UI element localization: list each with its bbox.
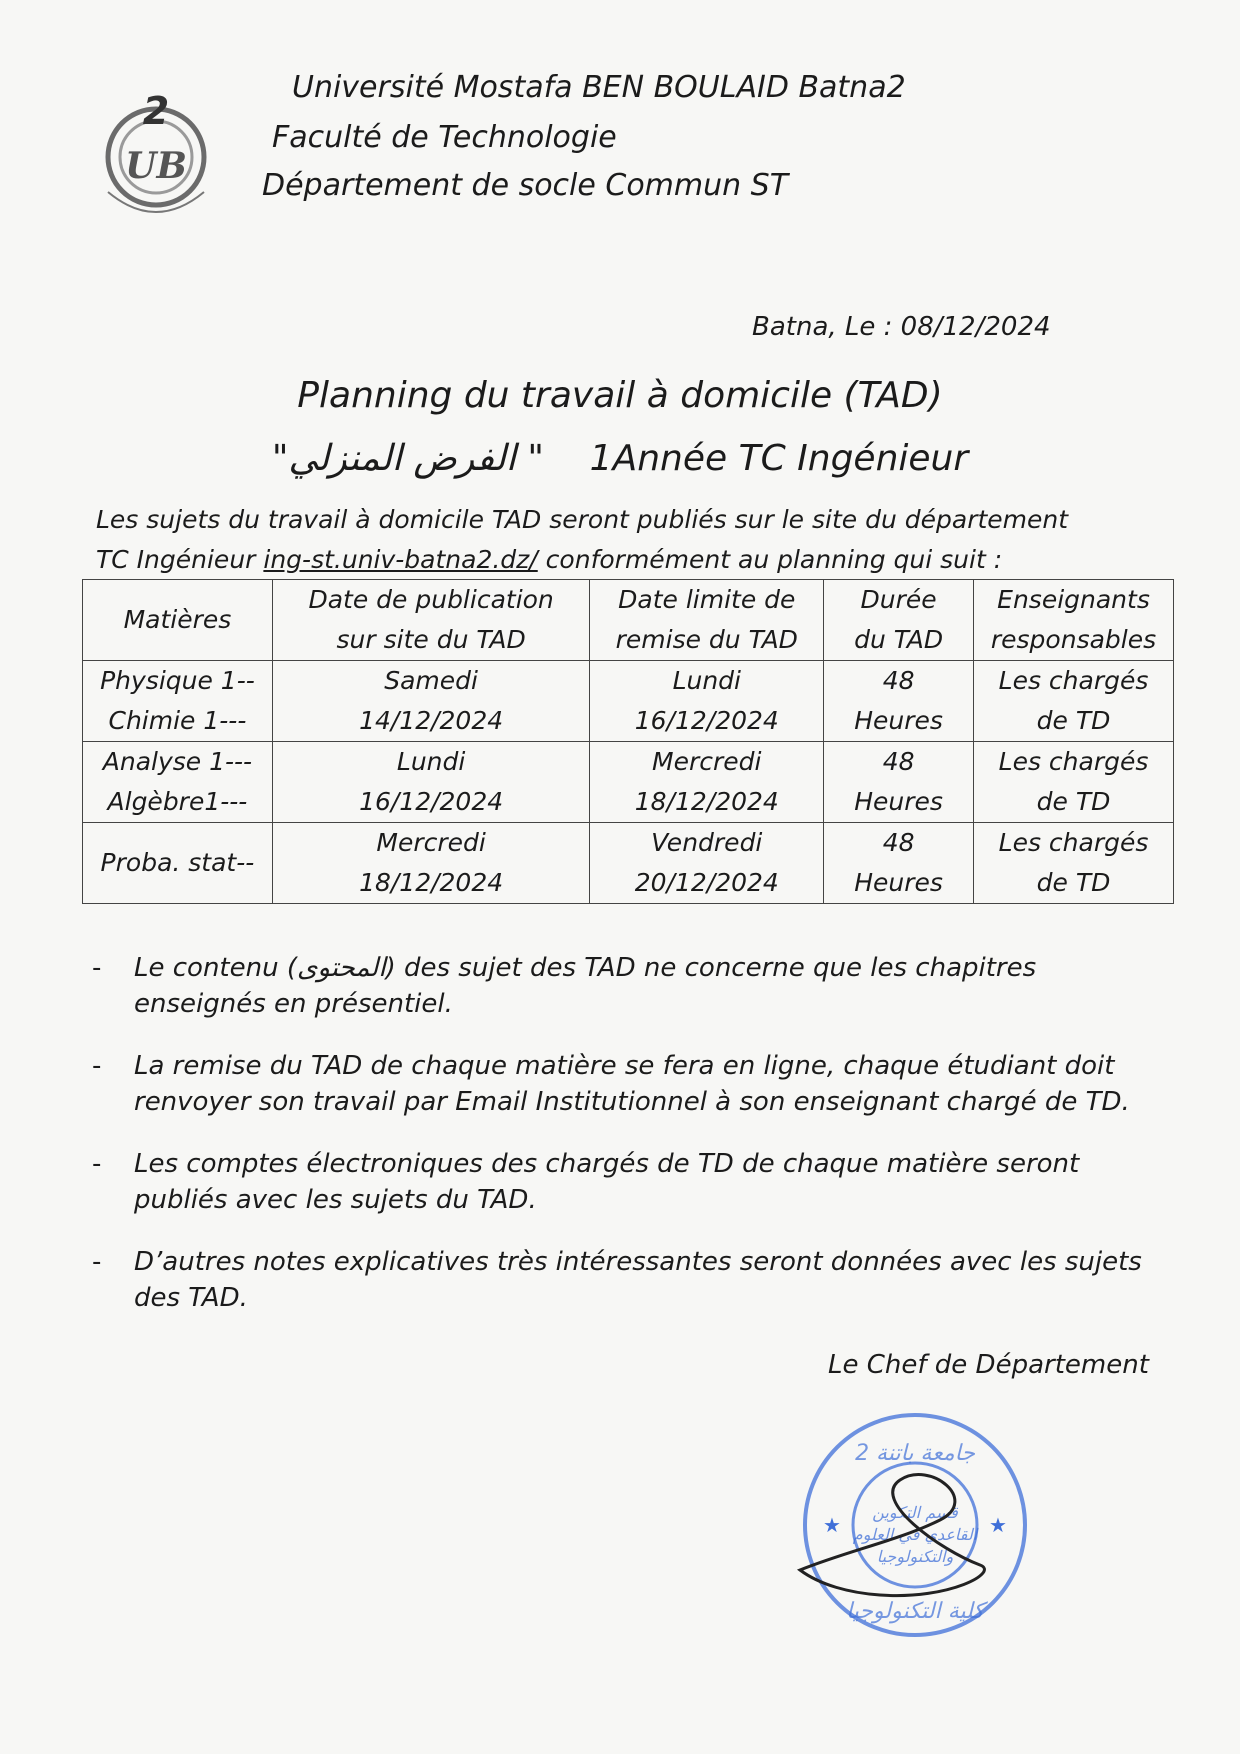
svg-text:★: ★ <box>989 1513 1007 1537</box>
faculty-name: Faculté de Technologie <box>272 120 617 155</box>
cell-line: Les chargés <box>998 828 1149 857</box>
cell-line: 14/12/2024 <box>359 706 504 735</box>
cell-line: Proba. stat-- <box>100 848 255 877</box>
cell-matieres <box>83 661 273 742</box>
document-title: Planning du travail à domicile (TAD) <box>297 375 943 416</box>
cell-limite <box>590 661 824 742</box>
column-header-matieres <box>83 580 273 661</box>
cell-line: Algèbre1--- <box>107 787 248 816</box>
cell-line: Chimie 1--- <box>108 706 247 735</box>
cell-matieres <box>83 742 273 823</box>
cell-line: Physique 1-- <box>100 666 255 695</box>
cell-line: Les chargés <box>998 747 1149 776</box>
table-row <box>83 742 1174 823</box>
table-header-row <box>83 580 1174 661</box>
svg-text:جامعة باتنة 2: جامعة باتنة 2 <box>855 1441 975 1466</box>
document-subtitle <box>0 438 1240 479</box>
bullet-dash: - <box>92 1247 102 1277</box>
note-text: Les comptes électroniques des chargés de TD de chaque matière seront publiés avec les sujets du TAD. <box>134 1149 1080 1215</box>
cell-line: Lundi <box>672 666 741 695</box>
cell-line: 18/12/2024 <box>634 787 779 816</box>
cell-line: Les chargés <box>998 666 1149 695</box>
cell-line: de TD <box>1036 706 1111 735</box>
bullet-dash: - <box>92 1051 102 1081</box>
university-logo-icon <box>86 82 226 222</box>
svg-text:كلية التكنولوجيا: كلية التكنولوجيا <box>846 1599 984 1624</box>
document-date: Batna, Le : 08/12/2024 <box>752 312 1051 342</box>
department-site-link[interactable]: ing-st.univ-batna2.dz/ <box>263 545 538 574</box>
intro-prefix: TC Ingénieur <box>96 545 264 574</box>
cell-line: Heures <box>854 706 943 735</box>
bullet-dash: - <box>92 1149 102 1179</box>
column-header-line: remise du TAD <box>615 625 798 654</box>
column-header-limite <box>590 580 824 661</box>
cell-line: de TD <box>1036 787 1111 816</box>
department-name: Département de socle Commun ST <box>262 168 789 203</box>
cell-duree <box>824 823 974 904</box>
cell-line: Heures <box>854 868 943 897</box>
cell-enseignants <box>974 823 1174 904</box>
cell-duree <box>824 661 974 742</box>
cell-line: 48 <box>882 666 915 695</box>
cell-publication <box>272 823 590 904</box>
cell-line: Mercredi <box>652 747 762 776</box>
cell-line: 16/12/2024 <box>634 706 779 735</box>
note-text: Le contenu (المحتوى) des sujet des TAD ne concerne que les chapitres enseignés en présentiel. <box>134 953 1037 1019</box>
intro-paragraph <box>96 500 1156 580</box>
cell-duree <box>824 742 974 823</box>
subtitle-arabic: " الفرض المنزلي" <box>271 438 544 479</box>
note-item <box>92 1048 1172 1120</box>
svg-text:2: 2 <box>142 89 170 133</box>
notes-list <box>92 950 1172 1342</box>
cell-line: Analyse 1--- <box>102 747 253 776</box>
cell-line: de TD <box>1036 868 1111 897</box>
column-header-publication <box>272 580 590 661</box>
cell-line: Heures <box>854 787 943 816</box>
table-row <box>83 823 1174 904</box>
cell-line: 18/12/2024 <box>359 868 504 897</box>
column-header-line: du TAD <box>854 625 944 654</box>
column-header-line: Enseignants <box>997 585 1150 614</box>
cell-matieres <box>83 823 273 904</box>
cell-limite <box>590 823 824 904</box>
column-header-enseignants <box>974 580 1174 661</box>
note-text: La remise du TAD de chaque matière se fera en ligne, chaque étudiant doit renvoyer son travail par Email Institutionnel à son enseignant chargé de TD. <box>134 1051 1130 1117</box>
svg-text:والتكنولوجيا: والتكنولوجيا <box>876 1547 954 1566</box>
cell-publication <box>272 661 590 742</box>
cell-line: Mercredi <box>376 828 486 857</box>
cell-line: Vendredi <box>651 828 763 857</box>
cell-line: 48 <box>882 828 915 857</box>
cell-enseignants <box>974 661 1174 742</box>
cell-line: Samedi <box>384 666 478 695</box>
column-header-line: responsables <box>990 625 1157 654</box>
column-header-line: Durée <box>860 585 937 614</box>
note-item <box>92 1244 1172 1316</box>
svg-text:★: ★ <box>823 1513 841 1537</box>
column-header-duree <box>824 580 974 661</box>
intro-line-2 <box>96 540 1156 580</box>
planning-table <box>82 579 1174 904</box>
cell-publication <box>272 742 590 823</box>
table-row <box>83 661 1174 742</box>
cell-limite <box>590 742 824 823</box>
university-name: Université Mostafa BEN BOULAID Batna2 <box>292 70 906 105</box>
intro-suffix: conformément au planning qui suit : <box>537 545 1003 574</box>
svg-text:قسم التكوين: قسم التكوين <box>872 1503 958 1522</box>
cell-line: 48 <box>882 747 915 776</box>
cell-line: Lundi <box>396 747 466 776</box>
bullet-dash: - <box>92 953 102 983</box>
cell-line: 16/12/2024 <box>359 787 504 816</box>
department-stamp-icon <box>790 1400 1040 1650</box>
cell-enseignants <box>974 742 1174 823</box>
column-header-line: Matières <box>123 605 232 634</box>
note-item <box>92 950 1172 1022</box>
note-item <box>92 1146 1172 1218</box>
note-text: D’autres notes explicatives très intéressantes seront données avec les sujets des TAD. <box>134 1247 1142 1313</box>
svg-text:القاعدي في العلوم: القاعدي في العلوم <box>852 1525 978 1544</box>
cell-line: 20/12/2024 <box>634 868 779 897</box>
signature-title: Le Chef de Département <box>828 1350 1149 1380</box>
svg-text:UB: UB <box>125 145 187 187</box>
intro-line-1: Les sujets du travail à domicile TAD seront publiés sur le site du département <box>96 505 1069 534</box>
column-header-line: sur site du TAD <box>336 625 526 654</box>
column-header-line: Date limite de <box>618 585 796 614</box>
column-header-line: Date de publication <box>308 585 554 614</box>
subtitle-french: 1Année TC Ingénieur <box>589 438 969 479</box>
